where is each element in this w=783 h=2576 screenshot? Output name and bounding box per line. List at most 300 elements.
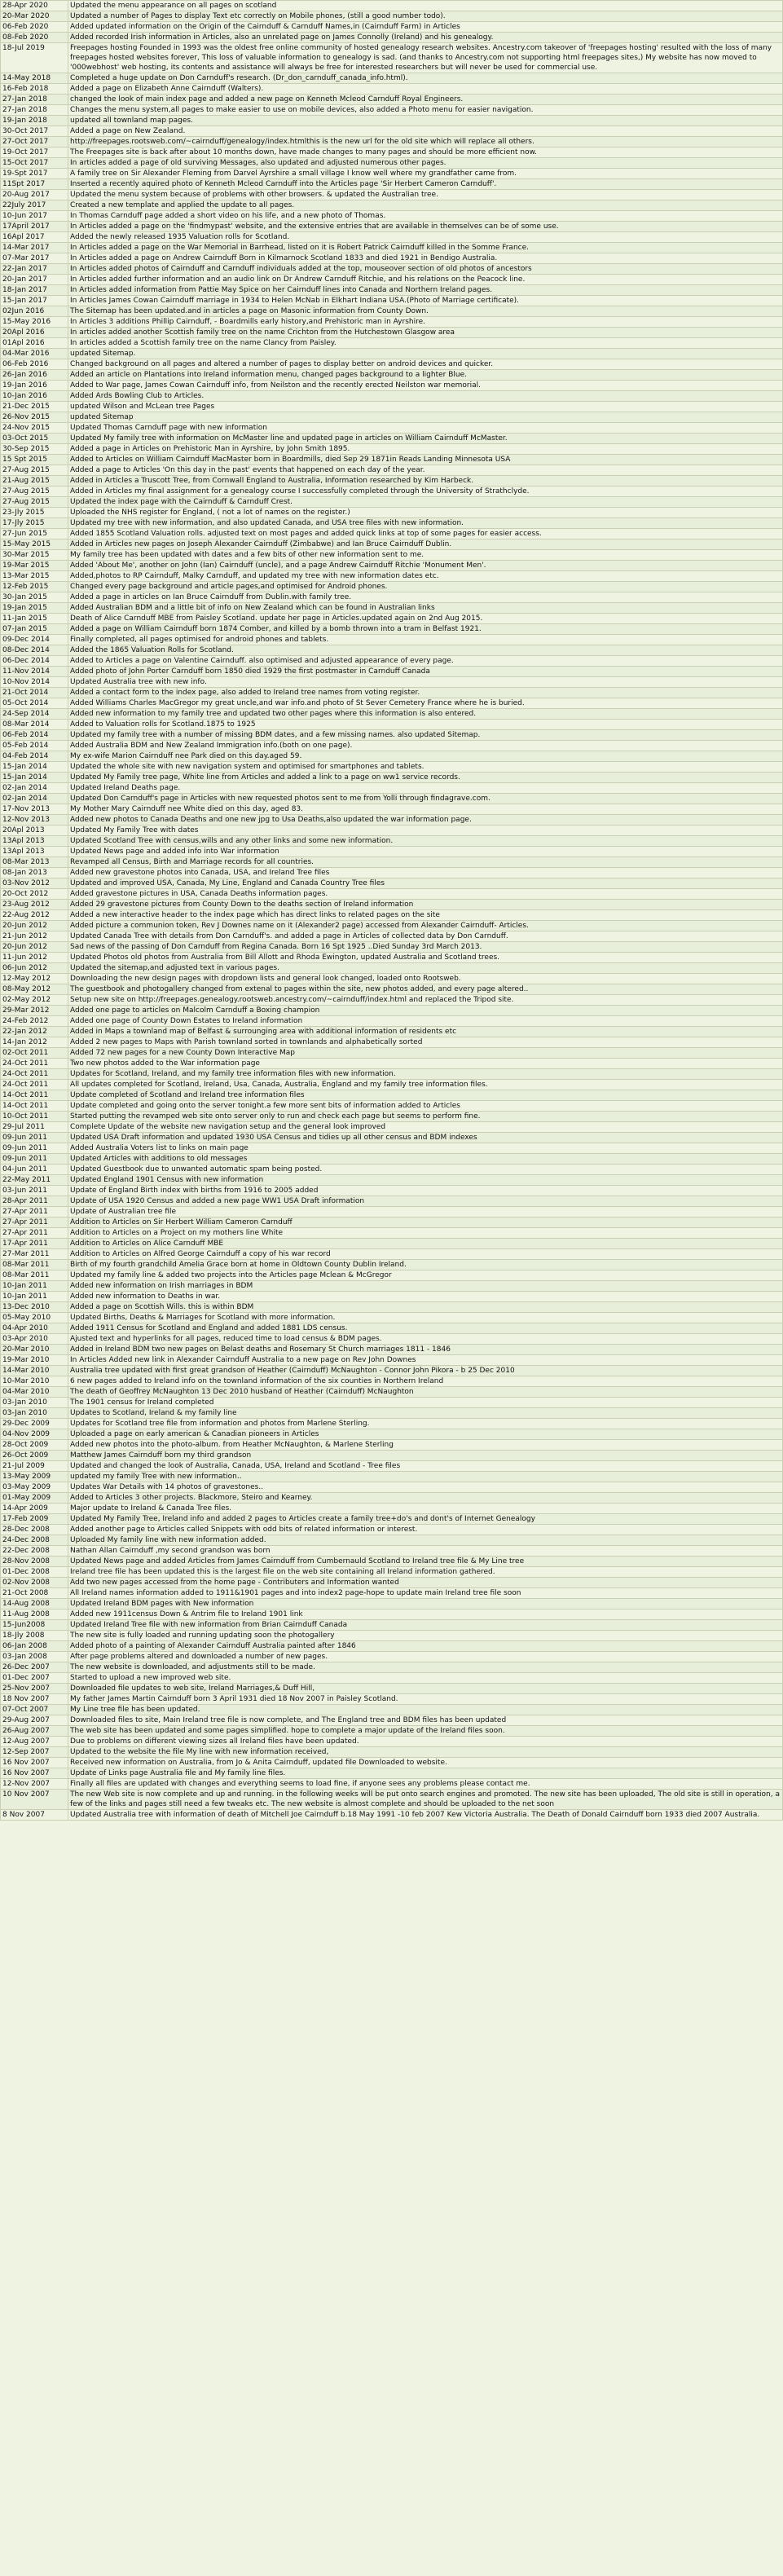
entry-date: 03-Jun 2011 xyxy=(1,1186,68,1196)
entry-date: 03-Oct 2015 xyxy=(1,434,68,444)
entry-date: 04-Jun 2011 xyxy=(1,1165,68,1175)
update-entry-row xyxy=(1,1154,783,1165)
entry-date: 19-Jan 2015 xyxy=(1,603,68,614)
entry-description: Downloaded file updates to web site, Ireland Marriages,& Duff Hill, xyxy=(68,1684,783,1694)
entry-date: 06-Feb 2016 xyxy=(1,359,68,370)
entry-date: 21-Oct 2008 xyxy=(1,1588,68,1599)
entry-date: 15-Jun2008 xyxy=(1,1620,68,1631)
entry-date: 20-Jan 2017 xyxy=(1,275,68,285)
entry-date: 20-Aug 2017 xyxy=(1,190,68,200)
entry-date: 14-Oct 2011 xyxy=(1,1101,68,1112)
entry-description: Updated Ireland Deaths page. xyxy=(68,783,783,794)
entry-description: Added photo of a painting of Alexander Cairnduff Australia painted after 1846 xyxy=(68,1641,783,1652)
update-entry-row xyxy=(1,1345,783,1355)
update-entry-row xyxy=(1,296,783,306)
update-entry-row xyxy=(1,1535,783,1546)
update-entry-row xyxy=(1,709,783,720)
entry-description: Updated Articles with additions to old messages xyxy=(68,1154,783,1165)
entry-description: Added an article on Plantations into Ireland information menu, changed pages background to a lighter Blue. xyxy=(68,370,783,381)
entry-date: 03-Nov 2012 xyxy=(1,878,68,889)
entry-description: The web site has been updated and some pages simplified. hope to complete a major update of the Ireland files soon. xyxy=(68,1726,783,1737)
entry-description: Added 2 new pages to Maps with Parish townland sorted in townlands and alphabetically sorted xyxy=(68,1037,783,1048)
update-entry-row xyxy=(1,1440,783,1451)
entry-date: 13-Mar 2015 xyxy=(1,571,68,582)
entry-date: 03-May 2009 xyxy=(1,1482,68,1493)
update-entry-row xyxy=(1,1758,783,1768)
entry-description: Major update to Ireland & Canada Tree files. xyxy=(68,1504,783,1514)
entry-description: In Articles added further information and an audio link on Dr Andrew Carnduff Ritchie, and his relations on the Peacock line. xyxy=(68,275,783,285)
entry-description: Added in Articles new pages on Joseph Alexander Cairnduff (Zimbabwe) and Ian Bruce Cairnduff Dublin. xyxy=(68,539,783,550)
entry-date: 13-Dec 2010 xyxy=(1,1302,68,1313)
update-entry-row xyxy=(1,1705,783,1715)
entry-description: Addition to Articles on a Project on my mothers line White xyxy=(68,1228,783,1239)
entry-description: Birth of my fourth grandchild Amelia Grace born at home in Oldtown County Dublin Ireland. xyxy=(68,1260,783,1270)
entry-description: Added 1855 Scotland Valuation rolls. adjusted text on most pages and added quick links at top of some pages for easier access. xyxy=(68,529,783,539)
entry-description: Added a new interactive header to the index page which has direct links to related pages on the site xyxy=(68,910,783,921)
entry-date: 14-Mar 2010 xyxy=(1,1366,68,1376)
entry-description: Addition to Articles on Alice Carnduff MBE xyxy=(68,1239,783,1249)
update-entry-row xyxy=(1,1101,783,1112)
entry-description: Uploaded the NHS register for England, ( not a lot of names on the register.) xyxy=(68,508,783,518)
update-entry-row xyxy=(1,635,783,645)
entry-description: The new site is fully loaded and running updating soon the photogallery xyxy=(68,1631,783,1641)
entry-description: In Articles added a page on Andrew Cairnduff Born in Kilmarnock Scotland 1833 and died 1921 in Bendigo Australia. xyxy=(68,253,783,264)
entry-date: 20-Oct 2012 xyxy=(1,889,68,900)
update-entry-row xyxy=(1,963,783,974)
entry-date: 15-Jan 2014 xyxy=(1,762,68,773)
entry-date: 18-Jan 2017 xyxy=(1,285,68,296)
update-entry-row xyxy=(1,656,783,667)
entry-description: updated Sitemap xyxy=(68,412,783,423)
update-entry-row xyxy=(1,1133,783,1143)
entry-date: 14-Aug 2008 xyxy=(1,1599,68,1609)
update-entry-row xyxy=(1,137,783,148)
update-entry-row xyxy=(1,33,783,43)
entry-description: Added to Articles a page on Valentine Cairnduff. also optimised and adjusted appearance of every page. xyxy=(68,656,783,667)
entry-date: 06-Feb 2020 xyxy=(1,22,68,33)
update-entry-row xyxy=(1,444,783,455)
update-entry-row xyxy=(1,741,783,751)
update-entry-row xyxy=(1,1588,783,1599)
entry-description: In Articles James Cowan Cairnduff marriage in 1934 to Helen McNab in Elkhart Indiana USA.(Photo of Marriage certificate). xyxy=(68,296,783,306)
entry-description: Updated the index page with the Cairnduff & Carnduff Crest. xyxy=(68,497,783,508)
entry-description: Added photo of John Porter Carnduff born 1850 died 1929 the first postmaster in Carnduff Canada xyxy=(68,667,783,677)
update-entry-row xyxy=(1,1504,783,1514)
entry-description: Updated USA Draft information and updated 1930 USA Census and tidies up all other census and BDM indexes xyxy=(68,1133,783,1143)
update-entry-row xyxy=(1,783,783,794)
update-entry-row xyxy=(1,22,783,33)
entry-description: The Sitemap has been updated.and in articles a page on Masonic information from County Down. xyxy=(68,306,783,317)
entry-date: 15 Spt 2015 xyxy=(1,455,68,465)
entry-date: 08-Mar 2011 xyxy=(1,1270,68,1281)
entry-date: 04-Feb 2014 xyxy=(1,751,68,762)
update-entry-row xyxy=(1,1186,783,1196)
entry-date: 28-Oct 2009 xyxy=(1,1440,68,1451)
entry-date: 22-Dec 2008 xyxy=(1,1546,68,1557)
update-entry-row xyxy=(1,974,783,984)
entry-date: 22-May 2011 xyxy=(1,1175,68,1186)
update-entry-row xyxy=(1,1112,783,1122)
entry-date: 04-Mar 2010 xyxy=(1,1387,68,1398)
entry-description: Updated Thomas Carnduff page with new information xyxy=(68,423,783,434)
update-entry-row xyxy=(1,592,783,603)
entry-description: Updated the sitemap,and adjusted text in various pages. xyxy=(68,963,783,974)
entry-description: 6 new pages added to Ireland info on the townland information of the six counties in Northern Ireland xyxy=(68,1376,783,1387)
update-entry-row xyxy=(1,1313,783,1323)
entry-description: All updates completed for Scotland, Ireland, Usa, Canada, Australia, England and my family tree information files. xyxy=(68,1080,783,1090)
update-entry-row xyxy=(1,561,783,571)
entry-date: 04-Apr 2010 xyxy=(1,1323,68,1334)
entry-date: 03-Jan 2010 xyxy=(1,1398,68,1408)
update-entry-row xyxy=(1,1525,783,1535)
update-entry-row xyxy=(1,73,783,84)
update-entry-row xyxy=(1,826,783,836)
entry-date: 16 Nov 2007 xyxy=(1,1758,68,1768)
update-entry-row xyxy=(1,1355,783,1366)
entry-description: changed the look of main index page and added a new page on Kenneth Mcleod Carnduff Royal Engineers. xyxy=(68,95,783,105)
entry-description: Update of USA 1920 Census and added a new page WW1 USA Draft information xyxy=(68,1196,783,1207)
update-entry-row xyxy=(1,1218,783,1228)
entry-description: Added to Valuation rolls for Scotland.1875 to 1925 xyxy=(68,720,783,730)
entry-date: 13-May 2009 xyxy=(1,1472,68,1482)
entry-description: My family tree has been updated with dates and a few bits of other new information sent to me. xyxy=(68,550,783,561)
entry-date: 12-Nov 2013 xyxy=(1,815,68,826)
update-entry-row xyxy=(1,1175,783,1186)
entry-description: A family tree on Sir Alexander Fleming from Darvel Ayrshire a small village I know well where my grandfather came from. xyxy=(68,169,783,179)
entry-description: The new website is downloaded, and adjustments still to be made. xyxy=(68,1662,783,1673)
entry-date: 27-Mar 2011 xyxy=(1,1249,68,1260)
update-entry-row xyxy=(1,1302,783,1313)
update-entry-row xyxy=(1,751,783,762)
entry-description: Added in Articles a Truscott Tree, from Cornwall England to Australia, Information researched by Kim Harbeck. xyxy=(68,476,783,487)
entry-description: Added 'About Me', another on John (Ian) Cairnduff (uncle), and a page Andrew Cairnduff Ritchie 'Monument Men'. xyxy=(68,561,783,571)
entry-description: Finally completed, all pages optimised for android phones and tablets. xyxy=(68,635,783,645)
entry-description: Inserted a recently aquired photo of Kenneth Mcleod Carnduff into the Articles page 'Sir Herbert Cameron Carnduff'. xyxy=(68,179,783,190)
entry-date: 24-Oct 2011 xyxy=(1,1069,68,1080)
entry-date: 03-Jan 2008 xyxy=(1,1652,68,1662)
entry-description: Added a page on Elizabeth Anne Cairnduff (Walters). xyxy=(68,84,783,95)
entry-description: In Articles added photos of Cairnduff and Carnduff individuals added at the top, mouseover section of old photos of ancestors xyxy=(68,264,783,275)
update-entry-row xyxy=(1,931,783,942)
entry-description: Added,photos to RP Cairnduff, Malky Carnduff, and updated my tree with new information dates etc. xyxy=(68,571,783,582)
entry-date: 14-Oct 2011 xyxy=(1,1090,68,1101)
entry-date: 27-Apr 2011 xyxy=(1,1207,68,1218)
entry-description: Update completed and going onto the server tonight.a few more sent bits of information added to Articles xyxy=(68,1101,783,1112)
entry-date: 20Apl 2013 xyxy=(1,826,68,836)
entry-date: 08-Jan 2013 xyxy=(1,868,68,878)
entry-date: 26-Nov 2015 xyxy=(1,412,68,423)
update-entry-row xyxy=(1,148,783,158)
entry-date: 23-Aug 2012 xyxy=(1,900,68,910)
entry-date: 12-May 2012 xyxy=(1,974,68,984)
entry-date: 09-Jun 2011 xyxy=(1,1154,68,1165)
entry-date: 19-Oct 2017 xyxy=(1,148,68,158)
entry-description: In Articles added a page on the War Memorial in Barrhead, listed on it is Robert Patrick Cairnduff killed in the Somme France. xyxy=(68,243,783,253)
entry-date: 27-Apr 2011 xyxy=(1,1218,68,1228)
update-entry-row xyxy=(1,942,783,953)
update-entry-row xyxy=(1,1239,783,1249)
entry-description: Added new gravestone photos into Canada, USA, and Ireland Tree files xyxy=(68,868,783,878)
update-entry-row xyxy=(1,1366,783,1376)
update-entry-row xyxy=(1,1737,783,1747)
update-entry-row xyxy=(1,614,783,624)
entry-date: 10-Oct 2011 xyxy=(1,1112,68,1122)
update-entry-row xyxy=(1,1673,783,1684)
entry-description: Added new 1911census Down & Antrim file to Ireland 1901 link xyxy=(68,1609,783,1620)
entry-description: Updated My Family Tree, Ireland info and added 2 pages to Articles create a family tree+do's and dont's of Internet Genealogy xyxy=(68,1514,783,1525)
entry-date: 29-Jul 2011 xyxy=(1,1122,68,1133)
entry-date: 06-Dec 2014 xyxy=(1,656,68,667)
updates-log-body xyxy=(1,1,783,1821)
entry-description: Updated Births, Deaths & Marriages for Scotland with more information. xyxy=(68,1313,783,1323)
entry-description: Updated My family tree with information on McMaster line and updated page in articles on William Cairnduff McMaster. xyxy=(68,434,783,444)
update-entry-row xyxy=(1,603,783,614)
update-entry-row xyxy=(1,730,783,741)
entry-description: Added to Articles on William Cairnduff MacMaster born in Boardmills, died Sep 29 1871in Reads Landing Minnesota USA xyxy=(68,455,783,465)
update-entry-row xyxy=(1,1684,783,1694)
update-entry-row xyxy=(1,762,783,773)
entry-description: Add two new pages accessed from the home page - Contributers and Information wanted xyxy=(68,1578,783,1588)
entry-date: 13Apl 2013 xyxy=(1,836,68,847)
update-entry-row xyxy=(1,1810,783,1821)
update-entry-row xyxy=(1,391,783,402)
update-entry-row xyxy=(1,921,783,931)
entry-date: 07-Mar 2017 xyxy=(1,253,68,264)
entry-description: Uploaded a page on early american & Canadian pioneers in Articles xyxy=(68,1429,783,1440)
entry-date: 17April 2017 xyxy=(1,222,68,232)
entry-description: Updated My Family tree page, White line from Articles and added a link to a page on ww1 service records. xyxy=(68,773,783,783)
update-entry-row xyxy=(1,116,783,126)
entry-date: 24-Oct 2011 xyxy=(1,1080,68,1090)
entry-description: Started putting the revamped web site onto server only to run and check each page but seems to perform fine. xyxy=(68,1112,783,1122)
entry-date: 26-Oct 2009 xyxy=(1,1451,68,1461)
entry-date: 11-Nov 2014 xyxy=(1,667,68,677)
entry-description: My Line tree file has been updated. xyxy=(68,1705,783,1715)
update-entry-row xyxy=(1,381,783,391)
update-entry-row xyxy=(1,1281,783,1292)
entry-description: In articles added a page of old surviving Messages, also updated and adjusted numerous other pages. xyxy=(68,158,783,169)
entry-description: In articles added a Scottish family tree on the name Clancy from Paisley. xyxy=(68,338,783,349)
entry-date: 11-Jun 2012 xyxy=(1,953,68,963)
entry-date: 10-Jun 2017 xyxy=(1,211,68,222)
update-entry-row xyxy=(1,1747,783,1758)
entry-date: 19-Jan 2016 xyxy=(1,381,68,391)
entry-description: Australia tree updated with first great grandson of Heather (Cairnduff) McNaughton - Connor John Pikora - b 25 Dec 2010 xyxy=(68,1366,783,1376)
entry-date: 05-May 2010 xyxy=(1,1313,68,1323)
update-entry-row xyxy=(1,1514,783,1525)
entry-date: 20Apl 2016 xyxy=(1,328,68,338)
update-entry-row xyxy=(1,338,783,349)
update-entry-row xyxy=(1,317,783,328)
entry-description: Added another page to Articles called Snippets with odd bits of related information or interest. xyxy=(68,1525,783,1535)
entry-date: 30-Oct 2017 xyxy=(1,126,68,137)
entry-description: Finally all files are updated with changes and everything seems to load fine, if anyone sees any problems please contact me. xyxy=(68,1779,783,1790)
entry-date: 17-Nov 2013 xyxy=(1,804,68,815)
entry-description: Ireland tree file has been updated this is the largest file on the web site containing all Ireland information gathered. xyxy=(68,1567,783,1578)
entry-date: 08-Mar 2014 xyxy=(1,720,68,730)
entry-date: 18 Nov 2007 xyxy=(1,1694,68,1705)
entry-description: Added one page to articles on Malcolm Carnduff a Boxing champion xyxy=(68,1006,783,1016)
entry-description: updated my family Tree with new information.. xyxy=(68,1472,783,1482)
entry-description: Added in Ireland BDM two new pages on Belast deaths and Rosemary St Church marriages 1811 - 1846 xyxy=(68,1345,783,1355)
entry-date: 12-Sep 2007 xyxy=(1,1747,68,1758)
update-entry-row xyxy=(1,1069,783,1080)
entry-description: Revamped all Census, Birth and Marriage records for all countries. xyxy=(68,857,783,868)
update-entry-row xyxy=(1,1080,783,1090)
entry-date: 22-Jan 2012 xyxy=(1,1027,68,1037)
entry-date: 19-Jan 2018 xyxy=(1,116,68,126)
entry-date: 17-Feb 2009 xyxy=(1,1514,68,1525)
update-entry-row xyxy=(1,518,783,529)
entry-date: 25-Nov 2007 xyxy=(1,1684,68,1694)
update-entry-row xyxy=(1,211,783,222)
update-entry-row xyxy=(1,169,783,179)
update-entry-row xyxy=(1,1694,783,1705)
entry-description: Addition to Articles on Alfred George Cairnduff a copy of his war record xyxy=(68,1249,783,1260)
update-entry-row xyxy=(1,720,783,730)
entry-description: Completed a huge update on Don Carnduff's research. (Dr_don_carnduff_canada_info.html). xyxy=(68,73,783,84)
entry-date: 15-Oct 2017 xyxy=(1,158,68,169)
entry-date: 01-Dec 2007 xyxy=(1,1673,68,1684)
entry-description: Update of Links page Australia file and My family line files. xyxy=(68,1768,783,1779)
entry-date: 02-Jan 2014 xyxy=(1,783,68,794)
update-entry-row xyxy=(1,455,783,465)
entry-description: Updates for Scotland, Ireland, and my family tree information files with new information. xyxy=(68,1069,783,1080)
update-entry-row xyxy=(1,1419,783,1429)
entry-description: The new Web site is now complete and up and running. in the following weeks will be put onto search engines and promoted. The new site has been uploaded, The old site is still in operation, a few of the links and pages still need a few tweaks etc. The new website is almost complete and should be uploaded to the net soon xyxy=(68,1790,783,1810)
entry-date: 09-Dec 2014 xyxy=(1,635,68,645)
update-entry-row xyxy=(1,539,783,550)
entry-date: 28-Apr 2020 xyxy=(1,1,68,11)
update-entry-row xyxy=(1,1006,783,1016)
entry-description: Added a page on Scottish Wills. this is within BDM xyxy=(68,1302,783,1313)
update-entry-row xyxy=(1,667,783,677)
entry-description: The death of Geoffrey McNaughton 13 Dec 2010 husband of Heather (Cairnduff) McNaughton xyxy=(68,1387,783,1398)
update-entry-row xyxy=(1,1,783,11)
entry-date: 27-Jan 2018 xyxy=(1,95,68,105)
entry-description: Added a page in articles on Ian Bruce Cairnduff from Dublin.with family tree. xyxy=(68,592,783,603)
entry-description: Updated to the website the file My line with new information received, xyxy=(68,1747,783,1758)
entry-description: updated all townland map pages. xyxy=(68,116,783,126)
entry-description: My father James Martin Cairnduff born 3 April 1931 died 18 Nov 2007 in Paisley Scotland. xyxy=(68,1694,783,1705)
entry-date: 27-Aug 2015 xyxy=(1,487,68,497)
update-entry-row xyxy=(1,677,783,688)
entry-date: 07-Jan 2015 xyxy=(1,624,68,635)
update-entry-row xyxy=(1,190,783,200)
entry-description: Started to upload a new improved web site. xyxy=(68,1673,783,1684)
update-entry-row xyxy=(1,179,783,190)
update-entry-row xyxy=(1,1620,783,1631)
update-entry-row xyxy=(1,889,783,900)
entry-date: 02Jun 2016 xyxy=(1,306,68,317)
update-entry-row xyxy=(1,1472,783,1482)
entry-date: 14-Jan 2012 xyxy=(1,1037,68,1048)
entry-date: 10 Nov 2007 xyxy=(1,1790,68,1810)
entry-description: Updated England 1901 Census with new information xyxy=(68,1175,783,1186)
update-entry-row xyxy=(1,1482,783,1493)
entry-description: Added new information to Deaths in war. xyxy=(68,1292,783,1302)
update-entry-row xyxy=(1,434,783,444)
update-entry-row xyxy=(1,1048,783,1059)
entry-description: Updated Ireland BDM pages with New information xyxy=(68,1599,783,1609)
update-entry-row xyxy=(1,836,783,847)
entry-date: 10-Jan 2011 xyxy=(1,1281,68,1292)
entry-description: Added 72 new pages for a new County Down Interactive Map xyxy=(68,1048,783,1059)
entry-date: 05-Feb 2014 xyxy=(1,741,68,751)
update-entry-row xyxy=(1,1768,783,1779)
entry-date: 15-Jan 2017 xyxy=(1,296,68,306)
update-entry-row xyxy=(1,815,783,826)
entry-description: http://freepages.rootsweb.com/~cairnduff/genealogy/index.htmlthis is the new url for the old site which will replace all others. xyxy=(68,137,783,148)
entry-date: 24-Oct 2011 xyxy=(1,1059,68,1069)
entry-date: 10-Jan 2016 xyxy=(1,391,68,402)
entry-date: 13Apl 2013 xyxy=(1,847,68,857)
entry-date: 08-May 2012 xyxy=(1,984,68,995)
update-entry-row xyxy=(1,804,783,815)
update-entry-row xyxy=(1,1196,783,1207)
entry-date: 17-Apr 2011 xyxy=(1,1239,68,1249)
entry-date: 10-Nov 2014 xyxy=(1,677,68,688)
update-entry-row xyxy=(1,688,783,698)
entry-description: Due to problems on different viewing sizes all Ireland files have been updated. xyxy=(68,1737,783,1747)
update-entry-row xyxy=(1,1652,783,1662)
entry-description: Added to War page, James Cowan Cairnduff info, from Neilston and the recently erected Neilston war memorial. xyxy=(68,381,783,391)
entry-description: Added new photos to Canada Deaths and one new jpg to Usa Deaths,also updated the war information page. xyxy=(68,815,783,826)
entry-description: Updated News page and added info into War information xyxy=(68,847,783,857)
entry-description: Updated my family tree with a number of missing BDM dates, and a few missing names. also updated Sitemap. xyxy=(68,730,783,741)
update-entry-row xyxy=(1,1641,783,1652)
entry-date: 24-Dec 2008 xyxy=(1,1535,68,1546)
entry-description: Added 29 gravestone pictures from County Down to the deaths section of Ireland information xyxy=(68,900,783,910)
update-entry-row xyxy=(1,868,783,878)
update-entry-row xyxy=(1,1207,783,1218)
entry-description: Added a page on William Cairnduff born 1874 Comber, and killed by a bomb thrown into a tram in Belfast 1921. xyxy=(68,624,783,635)
entry-date: 01-May 2009 xyxy=(1,1493,68,1504)
update-entry-row xyxy=(1,645,783,656)
update-entry-row xyxy=(1,550,783,561)
entry-date: 28-Nov 2008 xyxy=(1,1557,68,1567)
update-entry-row xyxy=(1,370,783,381)
entry-description: Update of Australian tree file xyxy=(68,1207,783,1218)
update-entry-row xyxy=(1,1631,783,1641)
update-entry-row xyxy=(1,1578,783,1588)
entry-description: Addition to Articles on Sir Herbert William Cameron Carnduff xyxy=(68,1218,783,1228)
update-entry-row xyxy=(1,1567,783,1578)
entry-date: 28-Dec 2008 xyxy=(1,1525,68,1535)
update-entry-row xyxy=(1,624,783,635)
entry-date: 10-Mar 2010 xyxy=(1,1376,68,1387)
entry-date: 06-Feb 2014 xyxy=(1,730,68,741)
entry-description: Added a contact form to the index page, also added to Ireland tree names from voting register. xyxy=(68,688,783,698)
entry-date: 27-Jan 2018 xyxy=(1,105,68,116)
entry-date: 16Apl 2017 xyxy=(1,232,68,243)
update-entry-row xyxy=(1,84,783,95)
entry-date: 18-Jul 2019 xyxy=(1,43,68,73)
entry-date: 08-Dec 2014 xyxy=(1,645,68,656)
update-entry-row xyxy=(1,1461,783,1472)
entry-description: Ajusted text and hyperlinks for all pages, reduced time to load census & BDM pages. xyxy=(68,1334,783,1345)
entry-date: 20-Mar 2010 xyxy=(1,1345,68,1355)
entry-description: Received new information on Australia, from Jo & Anita Cairnduff, updated file Downloaded to website. xyxy=(68,1758,783,1768)
entry-description: All Ireland names information added to 1911&1901 pages and into index2 page-hope to update main Ireland tree file soon xyxy=(68,1588,783,1599)
entry-description: Update completed of Scotland and Ireland tree information files xyxy=(68,1090,783,1101)
entry-date: 15-May 2015 xyxy=(1,539,68,550)
update-entry-row xyxy=(1,1599,783,1609)
entry-date: 05-Oct 2014 xyxy=(1,698,68,709)
entry-date: 11-Aug 2008 xyxy=(1,1609,68,1620)
entry-date: 20-Mar 2020 xyxy=(1,11,68,22)
entry-description: My Mother Mary Cairnduff nee White died on this day, aged 83. xyxy=(68,804,783,815)
